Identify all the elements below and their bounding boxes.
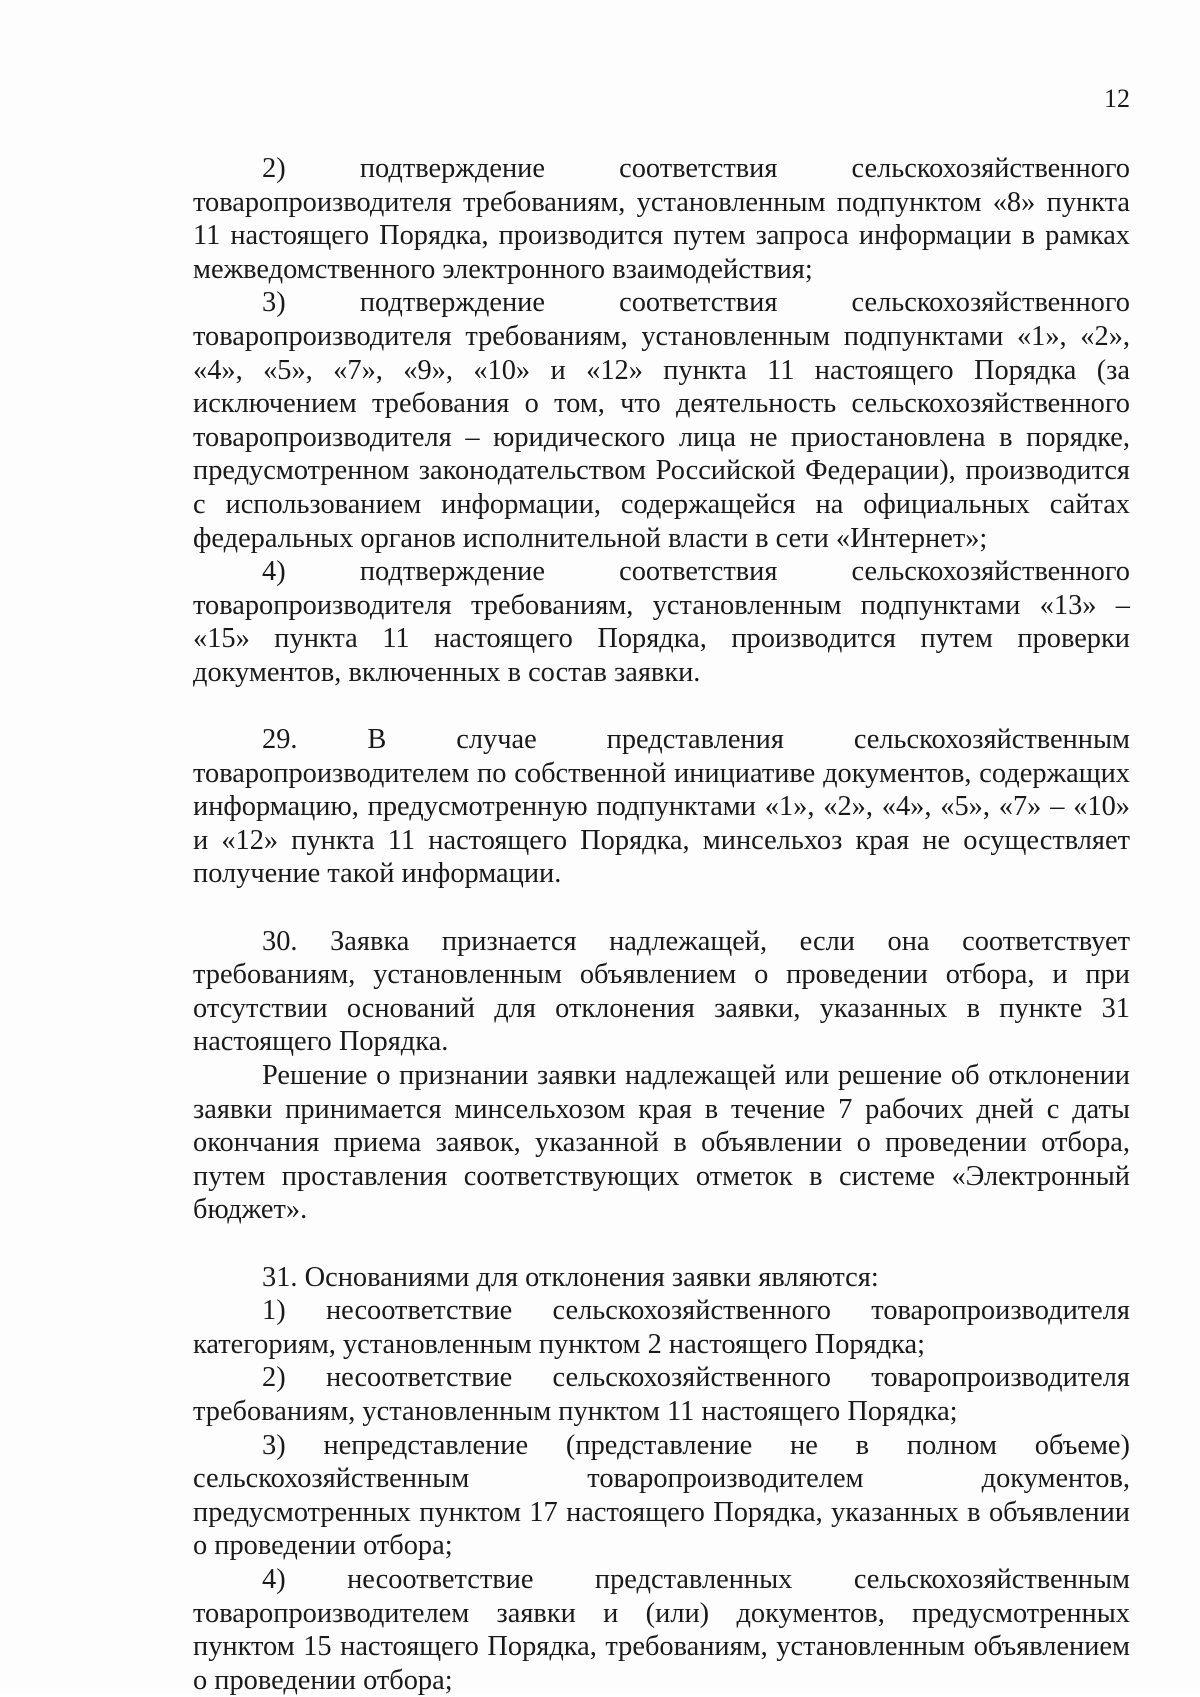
paragraph-30: 30. Заявка признается надлежащей, если она соответствует требованиям, установленным объявлением о проведении отбора, и при отсутствии оснований для отклонения заявки, указанных в пункте 31 настоящего Порядка. [193,925,1130,1058]
paragraph-30-decision: Решение о признании заявки надлежащей или решение об отклонении заявки принимается минсельхозом края в течение 7 рабочих дней с даты окончания приема заявок, указанной в объявлении о проведении отбора, путем проставления соответствующих отметок в системе «Электронный бюджет». [193,1060,1130,1226]
paragraph-31-3: 3) непредставление (представление не в полном объеме) сельскохозяйственным товаропроизводителем документов, предусмотренных пунктом 17 настоящего Порядка, указанных в объявлении о проведении отбора; [193,1429,1130,1562]
paragraph-28-3: 3) подтверждение соответствия сельскохозяйственного товаропроизводителя требованиям, установленным подпунктами «1», «2», «4», «5», «7», «9», «10» и «12» пункта 11 настоящего Порядка (за исключением требования о том, что деятельность сельскохозяйственного товаропроизводителя – юридического лица не приостановлена в порядке, предусмотренном законодательством Российской Федерации), производится с использованием информации, содержащейся на официальных сайтах федеральных органов исполнительной власти в сети «Интернет»; [193,287,1130,554]
paragraph-31-4: 4) несоответствие представленных сельскохозяйственным товаропроизводителем заявки и (или) документов, предусмотренных пунктом 15 настоящего Порядка, требованиям, установленным объявлением о проведении отбора; [193,1563,1130,1696]
paragraph-28-2: 2) подтверждение соответствия сельскохозяйственного товаропроизводителя требованиям, установленным подпунктом «8» пункта 11 настоящего Порядка, производится путем запроса информации в рамках межведомственного электронного взаимодействия; [193,153,1130,285]
document-body [193,152,1130,1697]
paragraph-31-1: 1) несоответствие сельскохозяйственного товаропроизводителя категориям, установленным пунктом 2 настоящего Порядка; [193,1295,1130,1360]
page-number: 12 [1104,84,1130,113]
paragraph-29: 29. В случае представления сельскохозяйственным товаропроизводителем по собственной инициативе документов, содержащих информацию, предусмотренную подпунктами «1», «2», «4», «5», «7» – «10» и «12» пункта 11 настоящего Порядка, минсельхоз края не осуществляет получение такой информации. [193,724,1130,890]
paragraph-31-2: 2) несоответствие сельскохозяйственного товаропроизводителя требованиям, установленным пунктом 11 настоящего Порядка; [193,1362,1130,1427]
paragraph-31: 31. Основаниями для отклонения заявки являются: [262,1261,879,1293]
paragraph-28-4: 4) подтверждение соответствия сельскохозяйственного товаропроизводителя требованиям, установленным подпунктами «13» – «15» пункта 11 настоящего Порядка, производится путем проверки документов, включенных в состав заявки. [193,556,1130,688]
